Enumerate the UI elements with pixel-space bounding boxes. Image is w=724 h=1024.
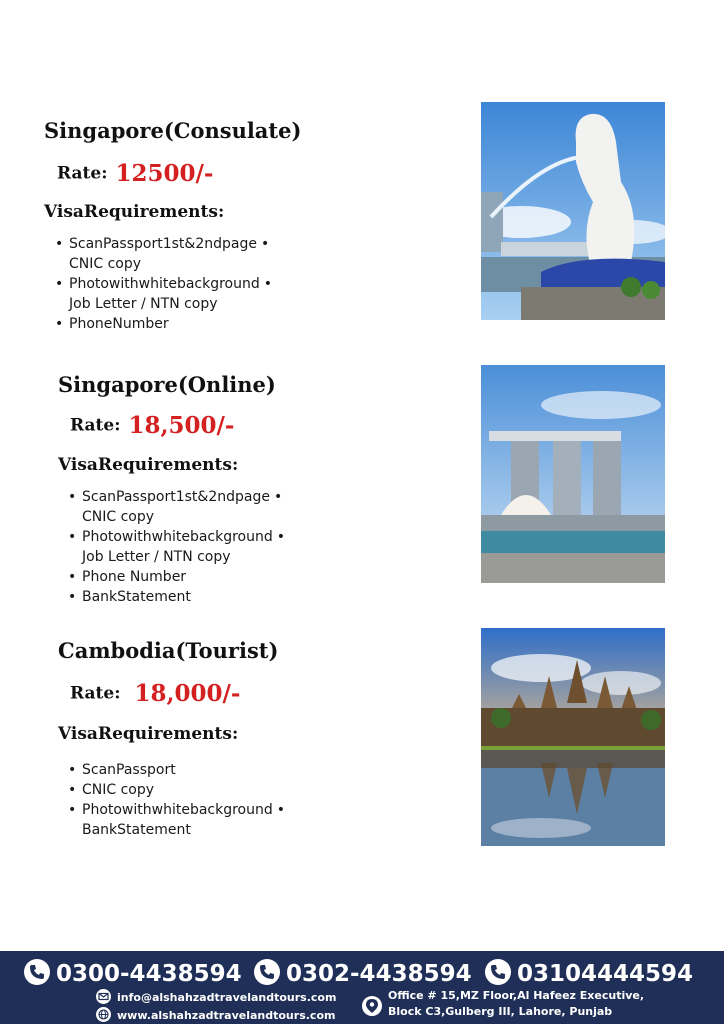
globe-icon — [96, 1007, 111, 1022]
section-title: Singapore(Consulate) — [44, 118, 302, 143]
list-item: • BankStatement — [68, 587, 285, 607]
envelope-icon — [96, 989, 111, 1004]
rate-value: 18,500/- — [128, 412, 235, 439]
phone-number-3[interactable]: 03104444594 — [485, 959, 693, 987]
list-item: • ScanPassport — [68, 760, 285, 780]
phone-icon — [254, 959, 280, 985]
list-item: • CNIC copy — [68, 780, 285, 800]
rate-row — [70, 680, 240, 707]
phone-icon — [485, 959, 511, 985]
rate-label: Rate: — [70, 415, 121, 436]
requirements-title: VisaRequirements: — [58, 724, 239, 744]
requirements-list — [68, 760, 285, 840]
requirements-list — [68, 487, 285, 607]
rate-label: Rate: — [70, 683, 121, 704]
address-line-2: Block C3,Gulberg III, Lahore, Punjab — [388, 1005, 613, 1018]
phone-number-1[interactable]: 0300-4438594 — [24, 959, 242, 987]
email-link[interactable]: info@alshahzadtravelandtours.com — [96, 989, 336, 1004]
website-link[interactable]: www.alshahzadtravelandtours.com — [96, 1007, 335, 1022]
rate-value: 12500/- — [115, 160, 214, 187]
address-line-1: Office # 15,MZ Floor,Al Hafeez Executive, — [388, 989, 645, 1002]
rate-row — [57, 160, 213, 187]
list-item: • ScanPassport1st&2ndpage • CNIC copy — [55, 234, 272, 274]
list-item: • Photowithwhitebackground • Job Letter / NTN copy — [55, 274, 272, 314]
phone-icon — [24, 959, 50, 985]
rate-value: 18,000/- — [134, 680, 241, 707]
merlion-statue-photo — [481, 102, 665, 320]
section-title: Singapore(Online) — [58, 372, 276, 397]
list-item: • Photowithwhitebackground • BankStatement — [68, 800, 285, 840]
rate-row — [70, 412, 234, 439]
phone-number-2[interactable]: 0302-4438594 — [254, 959, 472, 987]
rate-label: Rate: — [57, 163, 108, 184]
angkor-wat-photo — [481, 628, 665, 846]
list-item: • Phone Number — [68, 567, 285, 587]
map-pin-icon — [362, 996, 382, 1016]
section-title: Cambodia(Tourist) — [58, 638, 279, 663]
marina-bay-sands-photo — [481, 365, 665, 583]
list-item: • ScanPassport1st&2ndpage • CNIC copy — [68, 487, 285, 527]
office-address — [388, 988, 644, 1020]
requirements-title: VisaRequirements: — [58, 455, 239, 475]
list-item: • Photowithwhitebackground • Job Letter / NTN copy — [68, 527, 285, 567]
list-item: • PhoneNumber — [55, 314, 272, 334]
requirements-title: VisaRequirements: — [44, 202, 225, 222]
requirements-list — [55, 234, 272, 334]
